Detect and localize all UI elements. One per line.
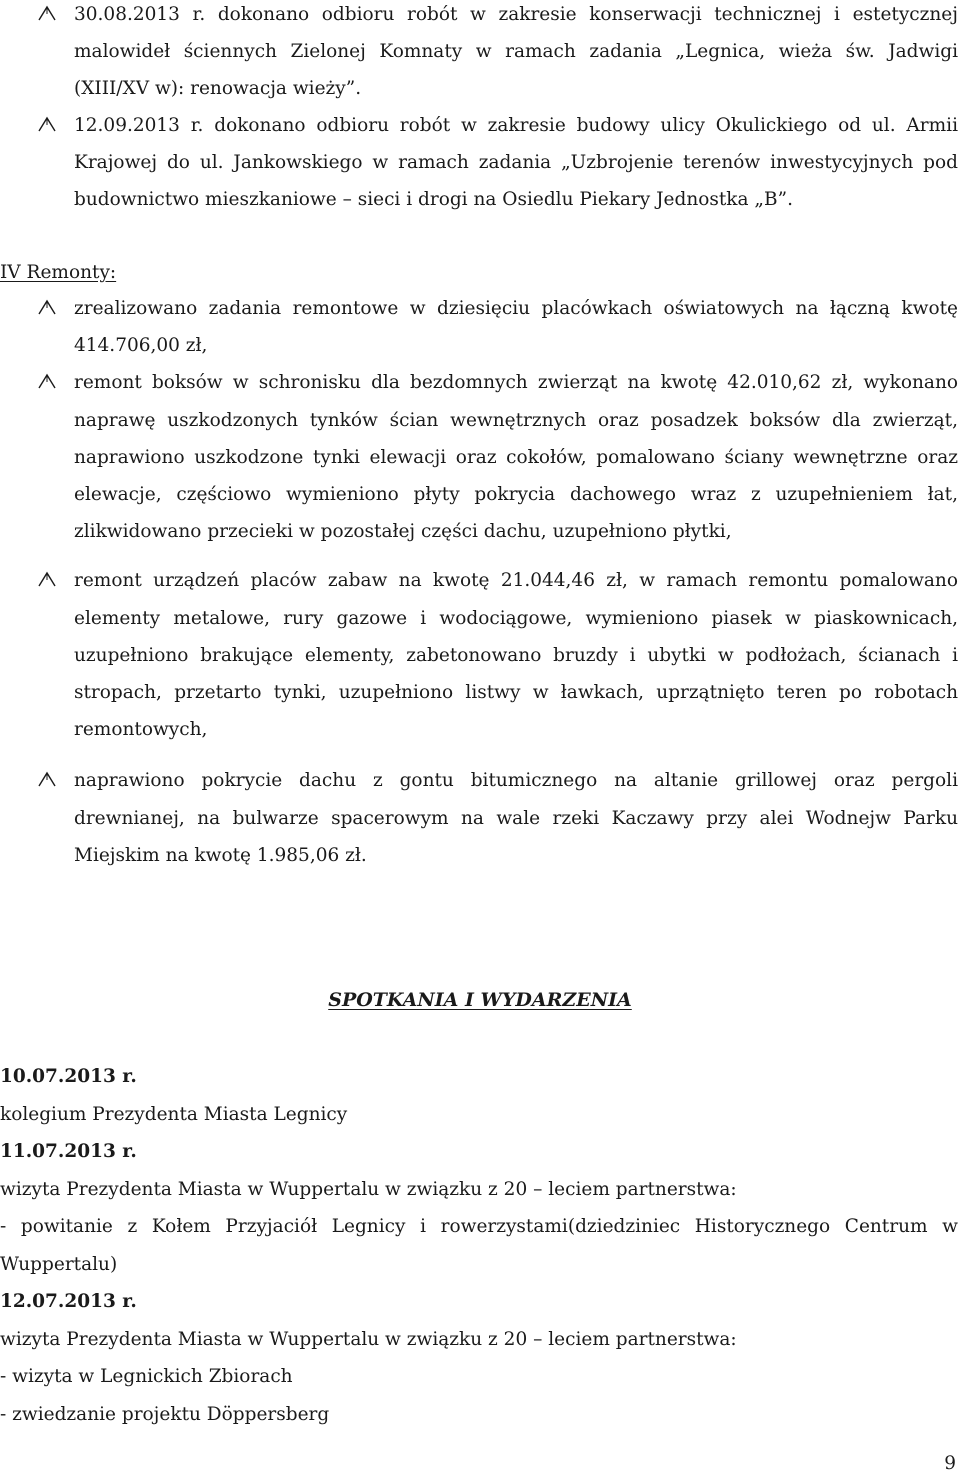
list-item [0, 562, 960, 748]
list-item-text: remont urządzeń placów zabaw na kwotę 21.044,46 zł, w ramach remontu pomalowano elementy metalowe, rury gazowe i wodociągowe, wymieniono piasek w piaskownicach, uzupełniono brakujące elementy, zabetonowano bruzdy i ubytki w podłożach, ścianach i stropach, przetarto tynki, uzupełniono listwy w ławkach, uprzątnięto teren po robotach remontowych, [74, 570, 958, 741]
event-description: wizyta Prezydenta Miasta w Wuppertalu w związku z 20 – leciem partnerstwa: [0, 1328, 737, 1350]
remonty-bullet-list [0, 290, 960, 874]
event-description: - powitanie z Kołem Przyjaciół Legnicy i rowerzystami(dziedziniec Historycznego Centrum w Wuppertalu) [0, 1216, 958, 1275]
list-item [0, 762, 960, 874]
section-heading: IV Remonty: [0, 262, 117, 283]
list-item-text: 12.09.2013 r. dokonano odbioru robót w zakresie budowy ulicy Okulickiego od ul. Armii Krajowej do ul. Jankowskiego w ramach zadania „Uzbrojenie terenów inwestycyjnych pod budownictwo mieszkaniowe – sieci i drogi na Osiedlu Piekary Jednostka „B”. [74, 115, 958, 210]
bullet-arrowhead-icon [38, 562, 58, 599]
list-item-text: naprawiono pokrycie dachu z gontu bitumicznego na altanie grillowej oraz pergoli drewnianej, na bulwarze spacerowym na wale rzeki Kaczawy przy alei Wodnejw Parku Miejskim na kwotę 1.985,06 zł. [74, 770, 958, 866]
list-item [0, 0, 960, 107]
bullet-arrowhead-icon [38, 0, 58, 33]
bullet-arrowhead-icon [38, 290, 58, 327]
bullet-arrowhead-icon [38, 364, 58, 401]
event-date: 12.07.2013 r. [0, 1291, 137, 1312]
page-number: 9 [944, 1453, 956, 1474]
list-item-text: remont boksów w schronisku dla bezdomnych zwierząt na kwotę 42.010,62 zł, wykonano naprawę uszkodzonych tynków ścian wewnętrznych oraz posadzek boksów dla zwierząt, naprawiono uszkodzone tynki elewacji oraz cokołów, pomalowano ściany wewnętrzne oraz elewacje, częściowo wymieniono płyty pokrycia dachowego wraz z uzupełnieniem łat, zlikwidowano przecieki w pozostałej części dachu, uzupełniono płytki, [74, 372, 958, 543]
event-description: wizyta Prezydenta Miasta w Wuppertalu w związku z 20 – leciem partnerstwa: [0, 1178, 737, 1200]
top-bullet-list [0, 0, 960, 218]
event-date: 11.07.2013 r. [0, 1141, 137, 1162]
events-list [0, 1058, 960, 1433]
list-item [0, 364, 960, 550]
bullet-arrowhead-icon [38, 762, 58, 799]
event-description: - wizyta w Legnickich Zbiorach [0, 1366, 293, 1387]
bullet-arrowhead-icon [38, 107, 58, 144]
list-item-text: 30.08.2013 r. dokonano odbioru robót w zakresie konserwacji technicznej i estetycznej malowideł ściennych Zielonej Komnaty w ramach zadania „Legnica, wieża św. Jadwigi (XIII/XV w): renowacja wieży”. [74, 4, 958, 99]
list-item [0, 290, 960, 364]
event-date: 10.07.2013 r. [0, 1066, 137, 1087]
list-item [0, 107, 960, 218]
list-item-text: zrealizowano zadania remontowe w dziesięciu placówkach oświatowych na łączną kwotę 414.706,00 zł, [74, 298, 958, 357]
event-description: kolegium Prezydenta Miasta Legnicy [0, 1103, 348, 1125]
events-section-title: SPOTKANIA I WYDARZENIA [328, 989, 632, 1011]
event-description: - zwiedzanie projektu Döppersberg [0, 1403, 330, 1425]
